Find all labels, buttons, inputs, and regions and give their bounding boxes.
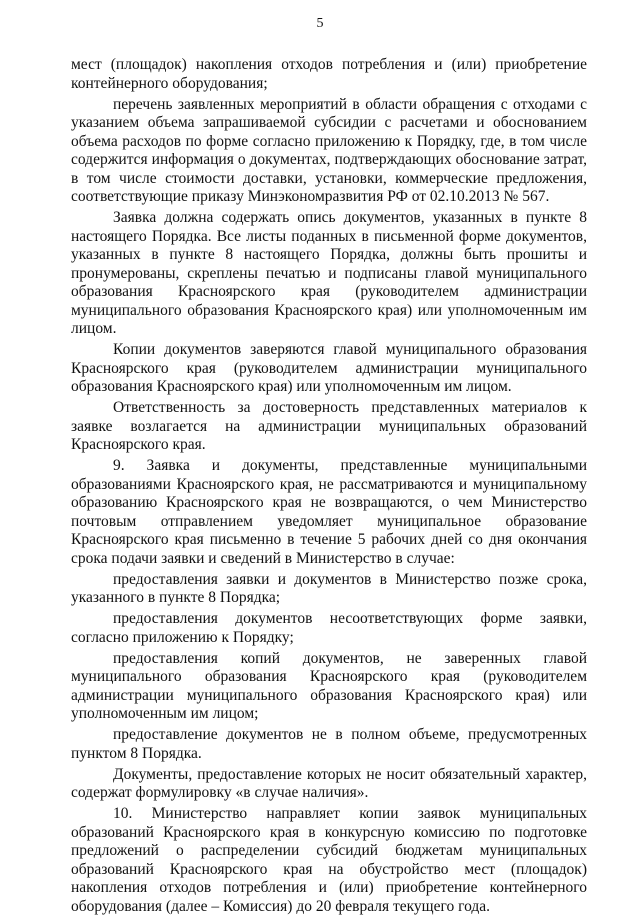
paragraph-responsibility: Ответственность за достоверность представленных материалов к заявке возлагается на администрации муниципальных образований Красноярского края. <box>71 399 587 453</box>
paragraph-late-submission: предоставления заявки и документов в Министерство позже срока, указанного в пункте 8 Порядка; <box>71 570 587 606</box>
paragraph-item-10: 10. Министерство направляет копии заявок муниципальных образований Красноярского края в конкурсную комиссию по подготовке предложений о распределении субсидий бюджетам муниципальных образований Красноярского края на обустройство мест (площадок) накопления отходов потребления и (или) приобретение контейнерного оборудования (далее – Комиссия) до 20 февраля текущего года. <box>71 805 587 915</box>
paragraph-continuation: мест (площадок) накопления отходов потребления и (или) приобретение контейнерного оборудования; <box>71 56 587 92</box>
paragraph-item-9: 9. Заявка и документы, представленные муниципальными образованиями Красноярского края, не рассматриваются и муниципальному образованию Красноярского края не возвращаются, о чем Министерство почтовым отправлением уведомляет муниципальное образование Красноярского края письменно в течение 5 рабочих дней со дня окончания срока подачи заявки и сведений в Министерство в случае: <box>71 457 587 567</box>
paragraph-inventory-requirement: Заявка должна содержать опись документов, указанных в пункте 8 настоящего Порядка. Все листы поданных в письменной форме документов, указанных в пункте 8 настоящего Порядка, должны быть прошиты и пронумерованы, скреплены печатью и подписаны главой муниципального образования Красноярского края (руководителем администрации муниципального образования Красноярского края) или уполномоченным им лицом. <box>71 209 587 337</box>
paragraph-list-of-measures: перечень заявленных мероприятий в области обращения с отходами с указанием объема запрашиваемой субсидии с расчетами и обоснованием объема расходов по форме согласно приложению к Порядку, где, в том числе содержится информация о документах, подтверждающих обоснование затрат, в том числе стоимости доставки, установки, коммерческие предложения, соответствующие приказу Минэкономразвития РФ от 02.10.2013 № 567. <box>71 95 587 205</box>
paragraph-incomplete-documents: предоставление документов не в полном объеме, предусмотренных пунктом 8 Порядка. <box>71 726 587 762</box>
document-body <box>71 56 587 919</box>
paragraph-optional-documents: Документы, предоставление которых не носит обязательный характер, содержат формулировку «в случае наличия». <box>71 765 587 801</box>
paragraph-form-mismatch: предоставления документов несоответствующих форме заявки, согласно приложению к Порядку; <box>71 610 587 646</box>
page-number: 5 <box>316 16 324 31</box>
paragraph-uncertified-copies: предоставления копий документов, не заверенных главой муниципального образования Красноярского края (руководителем администрации муниципального образования Красноярского края) или уполномоченным им лицом; <box>71 649 587 722</box>
paragraph-copies-certification: Копии документов заверяются главой муниципального образования Красноярского края (руководителем администрации муниципального образования Красноярского края) или уполномоченным им лицом. <box>71 341 587 395</box>
